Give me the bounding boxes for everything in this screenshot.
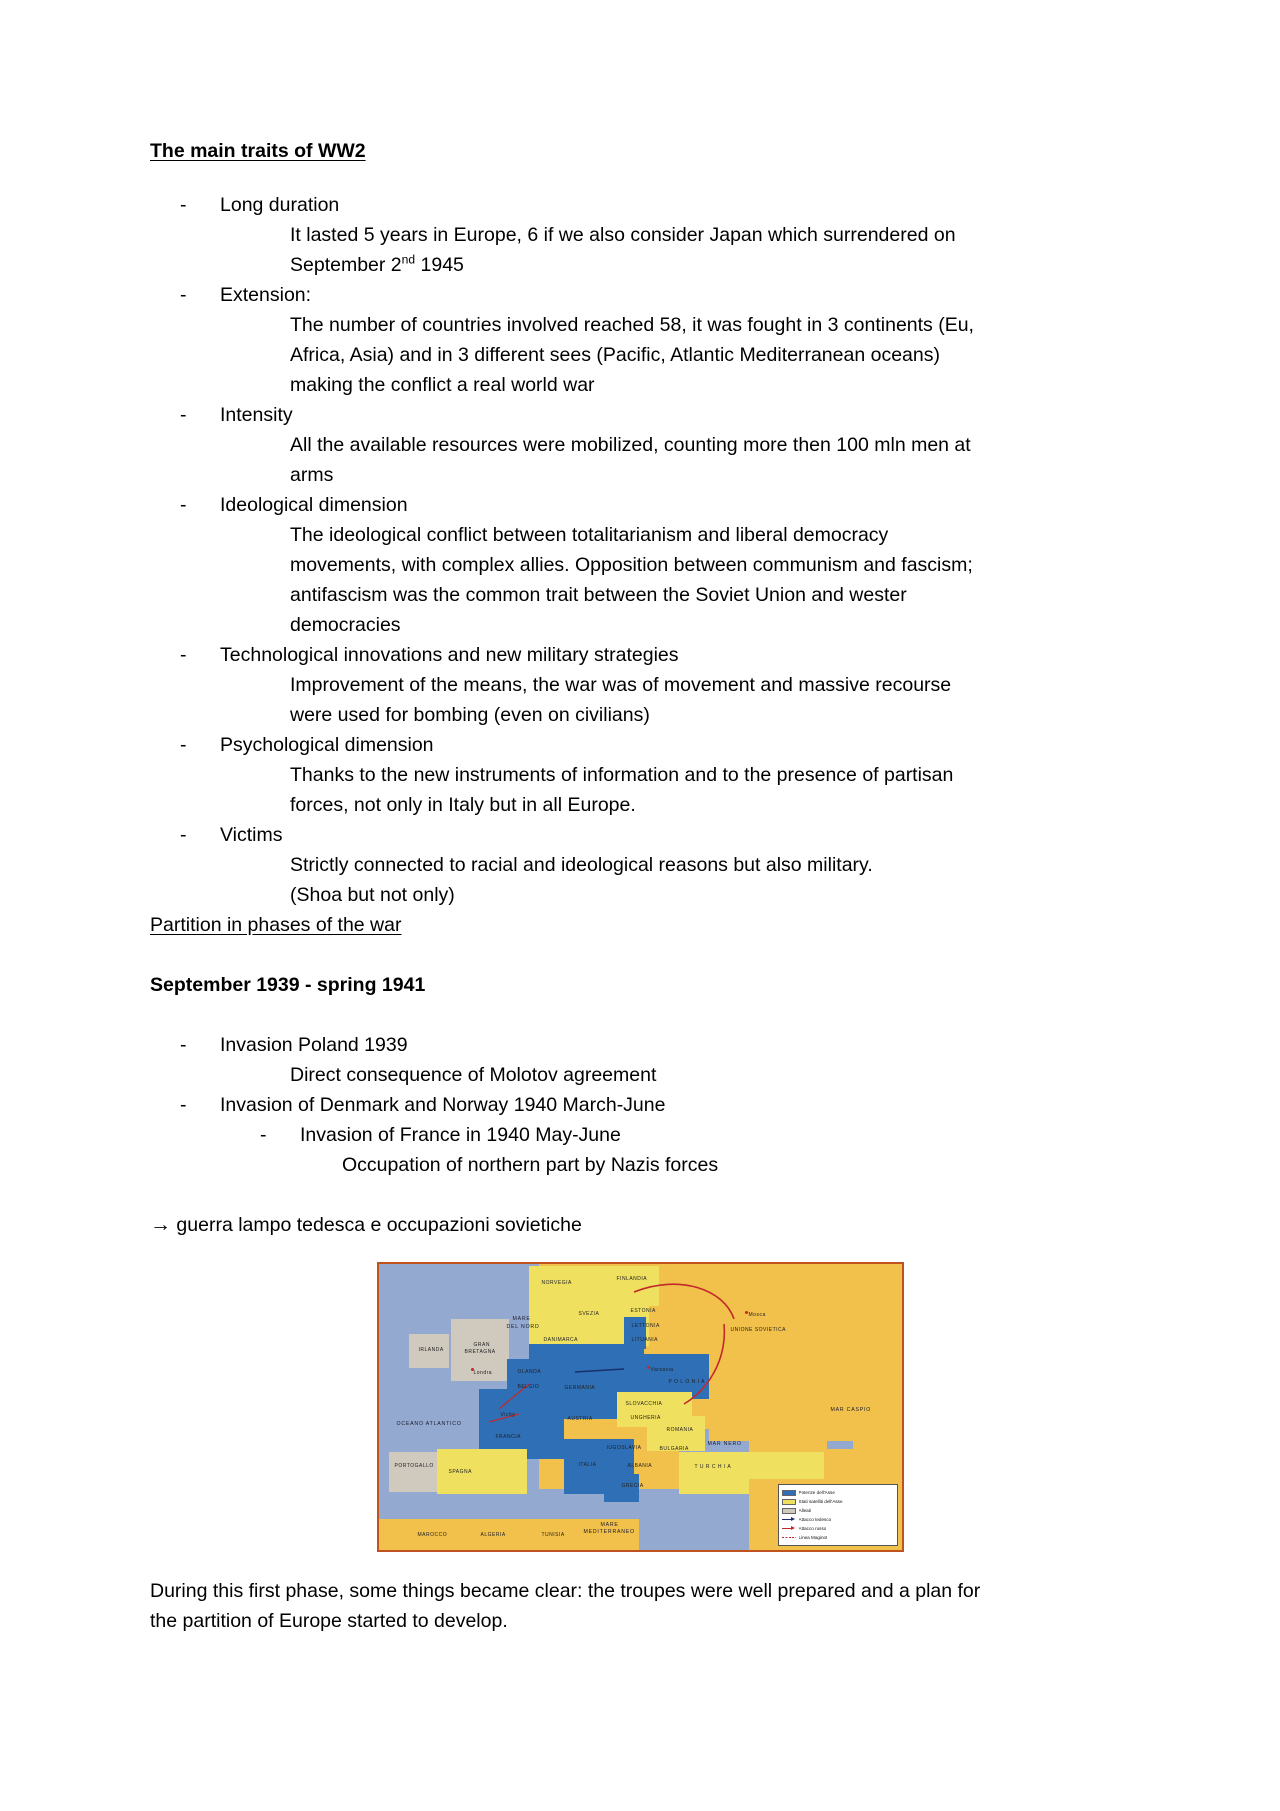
map-country-label: Vichy xyxy=(500,1412,516,1418)
legend-label-german-attack: Attacco tedesco xyxy=(798,1517,832,1522)
ordinal-suffix: nd xyxy=(401,252,416,267)
trait-detail-line2: September 2 xyxy=(290,254,402,276)
map-country-label: AUSTRIA xyxy=(567,1416,593,1422)
list-item xyxy=(150,730,1130,760)
arrow-note-text: guerra lampo tedesca e occupazioni sovietiche xyxy=(176,1214,582,1236)
trait-label: Long duration xyxy=(220,194,340,216)
map-country-label: DANIMARCA xyxy=(543,1337,579,1343)
map-country-label: SLOVACCHIA xyxy=(625,1401,663,1407)
bullet-dash: - xyxy=(180,824,187,846)
map-country-label: SPAGNA xyxy=(448,1469,472,1475)
map-country-label: T U R C H I A xyxy=(694,1464,732,1470)
map-country-label: ESTONIA xyxy=(630,1308,656,1314)
map-country-label: FINLANDIA xyxy=(616,1276,648,1282)
bullet-dash: - xyxy=(180,1034,187,1056)
map-country-label: LITUANIA xyxy=(631,1337,659,1343)
list-item-nested xyxy=(150,1120,1130,1150)
list-item xyxy=(150,640,1130,670)
map-country-label: GRAN xyxy=(473,1342,490,1348)
list-item xyxy=(150,820,1130,850)
trait-detail: All the available resources were mobilized, counting more then 100 mln men at arms xyxy=(290,434,971,486)
trait-detail-line1: It lasted 5 years in Europe, 6 if we also consider Japan which surrendered on xyxy=(290,224,956,246)
map-country-label: GRECIA xyxy=(621,1483,644,1489)
map-country-label: UNGHERIA xyxy=(630,1415,661,1421)
spacer xyxy=(150,1180,1130,1210)
legend-item xyxy=(782,1515,894,1524)
legend-item xyxy=(782,1506,894,1515)
map-country-label: NORVEGIA xyxy=(541,1280,572,1286)
trait-label: Ideological dimension xyxy=(220,494,408,516)
map-country-label: IUGOSLAVIA xyxy=(606,1445,642,1451)
spacer xyxy=(150,1000,1130,1030)
trait-detail: Thanks to the new instruments of information and to the presence of partisan forces, not only in Italy but in all Europe. xyxy=(290,764,954,816)
bullet-dash: - xyxy=(180,644,187,666)
bullet-dash: - xyxy=(180,494,187,516)
map-country-label: BULGARIA xyxy=(659,1446,689,1452)
map-sea-label: MARE xyxy=(512,1316,531,1322)
list-item xyxy=(150,1090,1130,1120)
trait-label: Psychological dimension xyxy=(220,734,434,756)
phase-subitem-detail: Occupation of northern part by Nazis forces xyxy=(342,1154,719,1176)
bullet-dash: - xyxy=(180,284,187,306)
list-item xyxy=(150,400,1130,430)
map-figure-wrapper xyxy=(150,1262,1130,1552)
map-country-label: ALBANIA xyxy=(627,1463,653,1469)
legend-item xyxy=(782,1533,894,1542)
legend-arrow-russian-attack-icon xyxy=(782,1526,796,1532)
spacer xyxy=(150,940,1130,970)
closing-paragraph: During this first phase, some things became clear: the troupes were well prepared and a plan for the partition of Europe started to develop. xyxy=(150,1580,981,1632)
city-dot-warsaw xyxy=(647,1366,650,1369)
phase-heading: September 1939 - spring 1941 xyxy=(150,974,426,996)
legend-label-axis-satellites: Stati satelliti dell'Asse xyxy=(798,1499,843,1504)
trait-label: Victims xyxy=(220,824,283,846)
map-sea-label: MAR NERO xyxy=(707,1441,742,1447)
legend-dashed-maginot-icon xyxy=(782,1535,796,1541)
map-country-label: BRETAGNA xyxy=(464,1349,496,1355)
map-country-label: P O L O N I A xyxy=(668,1379,706,1385)
map-country-label: Mosca xyxy=(748,1312,766,1318)
trait-detail-secondary: (Shoa but not only) xyxy=(290,884,455,906)
list-item xyxy=(150,490,1130,520)
map-country-label: ROMANIA xyxy=(666,1427,694,1433)
map-country-label: PORTOGALLO xyxy=(394,1463,434,1469)
trait-detail-tail: 1945 xyxy=(415,254,464,276)
legend-swatch-allies xyxy=(782,1508,796,1514)
map-country-label: FRANCIA xyxy=(495,1434,521,1440)
legend-arrow-german-attack-icon xyxy=(782,1517,796,1523)
legend-item xyxy=(782,1488,894,1497)
trait-detail: The ideological conflict between totalitarianism and liberal democracy movements, with complex allies. Opposition between communism and fascism; antifascism was the common trait between the Soviet Union and wester democracies xyxy=(290,524,973,636)
map-sea-label: MARE xyxy=(600,1522,619,1528)
phase-item-detail: Direct consequence of Molotov agreement xyxy=(290,1064,657,1086)
map-sea-label: MAR CASPIO xyxy=(830,1407,872,1413)
legend-item xyxy=(782,1524,894,1533)
map-country-label: MAROCCO xyxy=(417,1532,448,1538)
map-country-label: Londra xyxy=(473,1370,493,1376)
map-country-label: TUNISIA xyxy=(541,1532,565,1538)
trait-label: Technological innovations and new military strategies xyxy=(220,644,679,666)
map-country-label: Varsavia xyxy=(650,1367,674,1373)
list-item xyxy=(150,1030,1130,1060)
legend-item xyxy=(782,1497,894,1506)
map-country-label: IRLANDA xyxy=(418,1347,444,1353)
trait-label: Intensity xyxy=(220,404,293,426)
europe-ww2-map xyxy=(377,1262,904,1552)
map-country-label: ITALIA xyxy=(578,1462,597,1468)
bullet-dash: - xyxy=(260,1124,267,1146)
legend-swatch-axis-powers xyxy=(782,1490,796,1496)
map-country-label: SVEZIA xyxy=(578,1311,600,1317)
trait-detail: Improvement of the means, the war was of movement and massive recourse were used for bombing (even on civilians) xyxy=(290,674,952,726)
map-country-label: BELGIO xyxy=(517,1384,540,1390)
phase-subitem-label: Invasion of France in 1940 May-June xyxy=(300,1124,621,1146)
trait-label: Extension: xyxy=(220,284,312,306)
list-item xyxy=(150,280,1130,310)
phase-item-label: Invasion Poland 1939 xyxy=(220,1034,408,1056)
map-country-label: OLANDA xyxy=(517,1369,542,1375)
map-sea-label: MEDITERRANEO xyxy=(583,1529,635,1535)
legend-label-maginot-line: Linea Maginot xyxy=(798,1535,828,1540)
legend-label-axis-powers: Potenze dell'Asse xyxy=(798,1490,835,1495)
section-heading-partition: Partition in phases of the war xyxy=(150,914,402,936)
map-sea-label: OCEANO ATLANTICO xyxy=(396,1421,462,1427)
map-sea-label: DEL NORD xyxy=(506,1324,540,1330)
bullet-dash: - xyxy=(180,734,187,756)
map-country-label: ALGERIA xyxy=(480,1532,506,1538)
trait-detail xyxy=(150,220,990,280)
bullet-dash: - xyxy=(180,404,187,426)
map-country-label: GERMANIA xyxy=(564,1385,596,1391)
bullet-dash: - xyxy=(180,194,187,216)
bullet-dash: - xyxy=(180,1094,187,1116)
trait-detail: The number of countries involved reached 58, it was fought in 3 continents (Eu, Africa, Asia) and in 3 different sees (Pacific, Atlantic Mediterranean oceans) making the conflict a real world war xyxy=(290,314,974,396)
page-title: The main traits of WW2 xyxy=(150,140,366,162)
legend-swatch-axis-satellites xyxy=(782,1499,796,1505)
legend-label-allies: Alleati xyxy=(798,1508,812,1513)
arrow-right-icon: → xyxy=(150,1213,171,1236)
map-legend xyxy=(778,1484,898,1546)
city-dot-moscow xyxy=(745,1311,748,1314)
map-country-label: LETTONIA xyxy=(631,1323,660,1329)
trait-detail: Strictly connected to racial and ideological reasons but also military. xyxy=(290,854,873,876)
map-country-label: UNIONE SOVIETICA xyxy=(730,1327,787,1333)
legend-label-russian-attack: Attacco russo xyxy=(798,1526,827,1531)
list-item xyxy=(150,190,1130,220)
phase-item-label: Invasion of Denmark and Norway 1940 March-June xyxy=(220,1094,666,1116)
arrow-note xyxy=(150,1210,1130,1240)
